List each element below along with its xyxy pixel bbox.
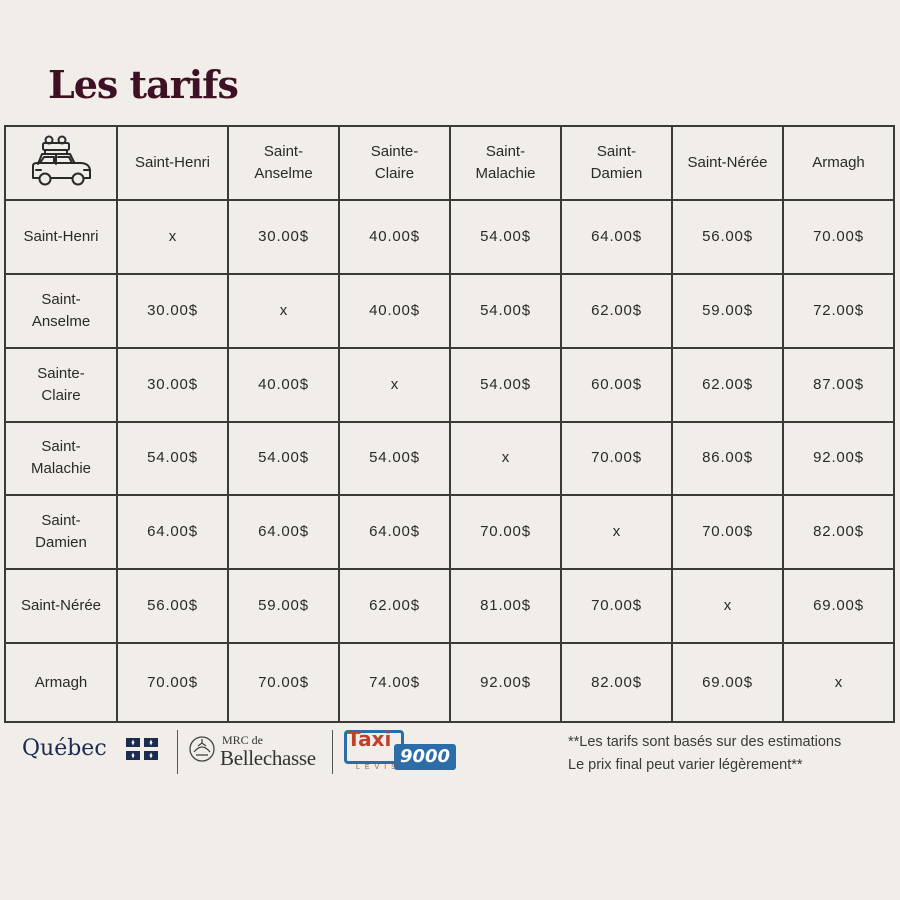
fare-cell: 70.00$ (228, 643, 339, 722)
fare-cell: 54.00$ (228, 422, 339, 496)
corner-cell (5, 126, 117, 200)
fare-cell: 54.00$ (339, 422, 450, 496)
fare-cell: 70.00$ (783, 200, 894, 274)
quebec-logo-text: Québec (22, 736, 107, 761)
logo-divider (177, 730, 178, 774)
fare-cell: 81.00$ (450, 569, 561, 643)
fare-cell: 62.00$ (339, 569, 450, 643)
fare-cell: 40.00$ (228, 348, 339, 422)
row-header: Saint-Nérée (5, 569, 117, 643)
fare-cell: 30.00$ (228, 200, 339, 274)
table-row (5, 348, 894, 422)
fare-cell: 86.00$ (672, 422, 783, 496)
fare-cell: x (783, 643, 894, 722)
table-row (5, 274, 894, 348)
fare-cell: 30.00$ (117, 348, 228, 422)
fare-cell: 74.00$ (339, 643, 450, 722)
car-icon (28, 132, 94, 194)
fare-cell: 92.00$ (450, 643, 561, 722)
partner-logos (22, 728, 462, 776)
taxi-logo-sub: LEVIS (356, 764, 401, 771)
taxi-logo-word: Taxi (347, 727, 392, 751)
table-row (5, 643, 894, 722)
fare-cell: 70.00$ (672, 495, 783, 569)
disclaimer-line: **Les tarifs sont basés sur des estimations (568, 734, 842, 750)
fare-cell: 70.00$ (117, 643, 228, 722)
disclaimer-line: Le prix final peut varier légèrement** (568, 757, 803, 773)
col-header-saint-anselme: Saint-Anselme (228, 126, 339, 200)
fare-cell: 60.00$ (561, 348, 672, 422)
fare-cell: 64.00$ (117, 495, 228, 569)
fare-cell: 56.00$ (672, 200, 783, 274)
fare-cell: 59.00$ (672, 274, 783, 348)
fare-cell: 59.00$ (228, 569, 339, 643)
fare-cell: 72.00$ (783, 274, 894, 348)
row-header: Saint-Damien (5, 495, 117, 569)
row-header: Armagh (5, 643, 117, 722)
fare-cell: 54.00$ (450, 200, 561, 274)
fare-cell: 70.00$ (450, 495, 561, 569)
taxi-logo-number: 9000 (394, 744, 456, 770)
fare-cell: x (117, 200, 228, 274)
fare-cell: 54.00$ (450, 274, 561, 348)
fare-cell: 82.00$ (783, 495, 894, 569)
fare-cell: 40.00$ (339, 200, 450, 274)
fare-cell: 54.00$ (117, 422, 228, 496)
col-header-saint-malachie: Saint-Malachie (450, 126, 561, 200)
row-header: Saint-Malachie (5, 422, 117, 496)
fare-cell: 40.00$ (339, 274, 450, 348)
fare-cell: 69.00$ (672, 643, 783, 722)
disclaimer-note (568, 731, 841, 777)
mrc-logo-bottom: Bellechasse (220, 746, 316, 770)
quebec-flag-icon (126, 738, 158, 760)
table-row (5, 495, 894, 569)
fare-cell: 54.00$ (450, 348, 561, 422)
fare-cell: x (228, 274, 339, 348)
fare-cell: 70.00$ (561, 422, 672, 496)
fare-cell: 92.00$ (783, 422, 894, 496)
fare-cell: 64.00$ (339, 495, 450, 569)
col-header-saint-damien: Saint-Damien (561, 126, 672, 200)
taxi-9000-logo (340, 728, 458, 776)
fare-cell: x (672, 569, 783, 643)
page-title: Les tarifs (48, 62, 238, 107)
mrc-logo-top: MRC de (222, 733, 264, 747)
fare-cell: 64.00$ (561, 200, 672, 274)
logo-divider (332, 730, 333, 774)
row-header: Saint-Henri (5, 200, 117, 274)
mrc-emblem-icon (188, 734, 216, 764)
fare-cell: x (450, 422, 561, 496)
fare-cell: 82.00$ (561, 643, 672, 722)
fare-cell: 64.00$ (228, 495, 339, 569)
table-row (5, 422, 894, 496)
fare-cell: 87.00$ (783, 348, 894, 422)
fare-cell: 69.00$ (783, 569, 894, 643)
fare-table (4, 125, 895, 723)
row-header: Sainte-Claire (5, 348, 117, 422)
fare-cell: 62.00$ (561, 274, 672, 348)
row-header: Saint-Anselme (5, 274, 117, 348)
fare-cell: 70.00$ (561, 569, 672, 643)
col-header-saint-neree: Saint-Nérée (672, 126, 783, 200)
fare-cell: x (339, 348, 450, 422)
col-header-armagh: Armagh (783, 126, 894, 200)
fare-cell: 62.00$ (672, 348, 783, 422)
table-row (5, 200, 894, 274)
header-row (5, 126, 894, 200)
col-header-sainte-claire: Sainte-Claire (339, 126, 450, 200)
fare-cell: x (561, 495, 672, 569)
table-row (5, 569, 894, 643)
fare-cell: 56.00$ (117, 569, 228, 643)
col-header-saint-henri: Saint-Henri (117, 126, 228, 200)
fare-cell: 30.00$ (117, 274, 228, 348)
